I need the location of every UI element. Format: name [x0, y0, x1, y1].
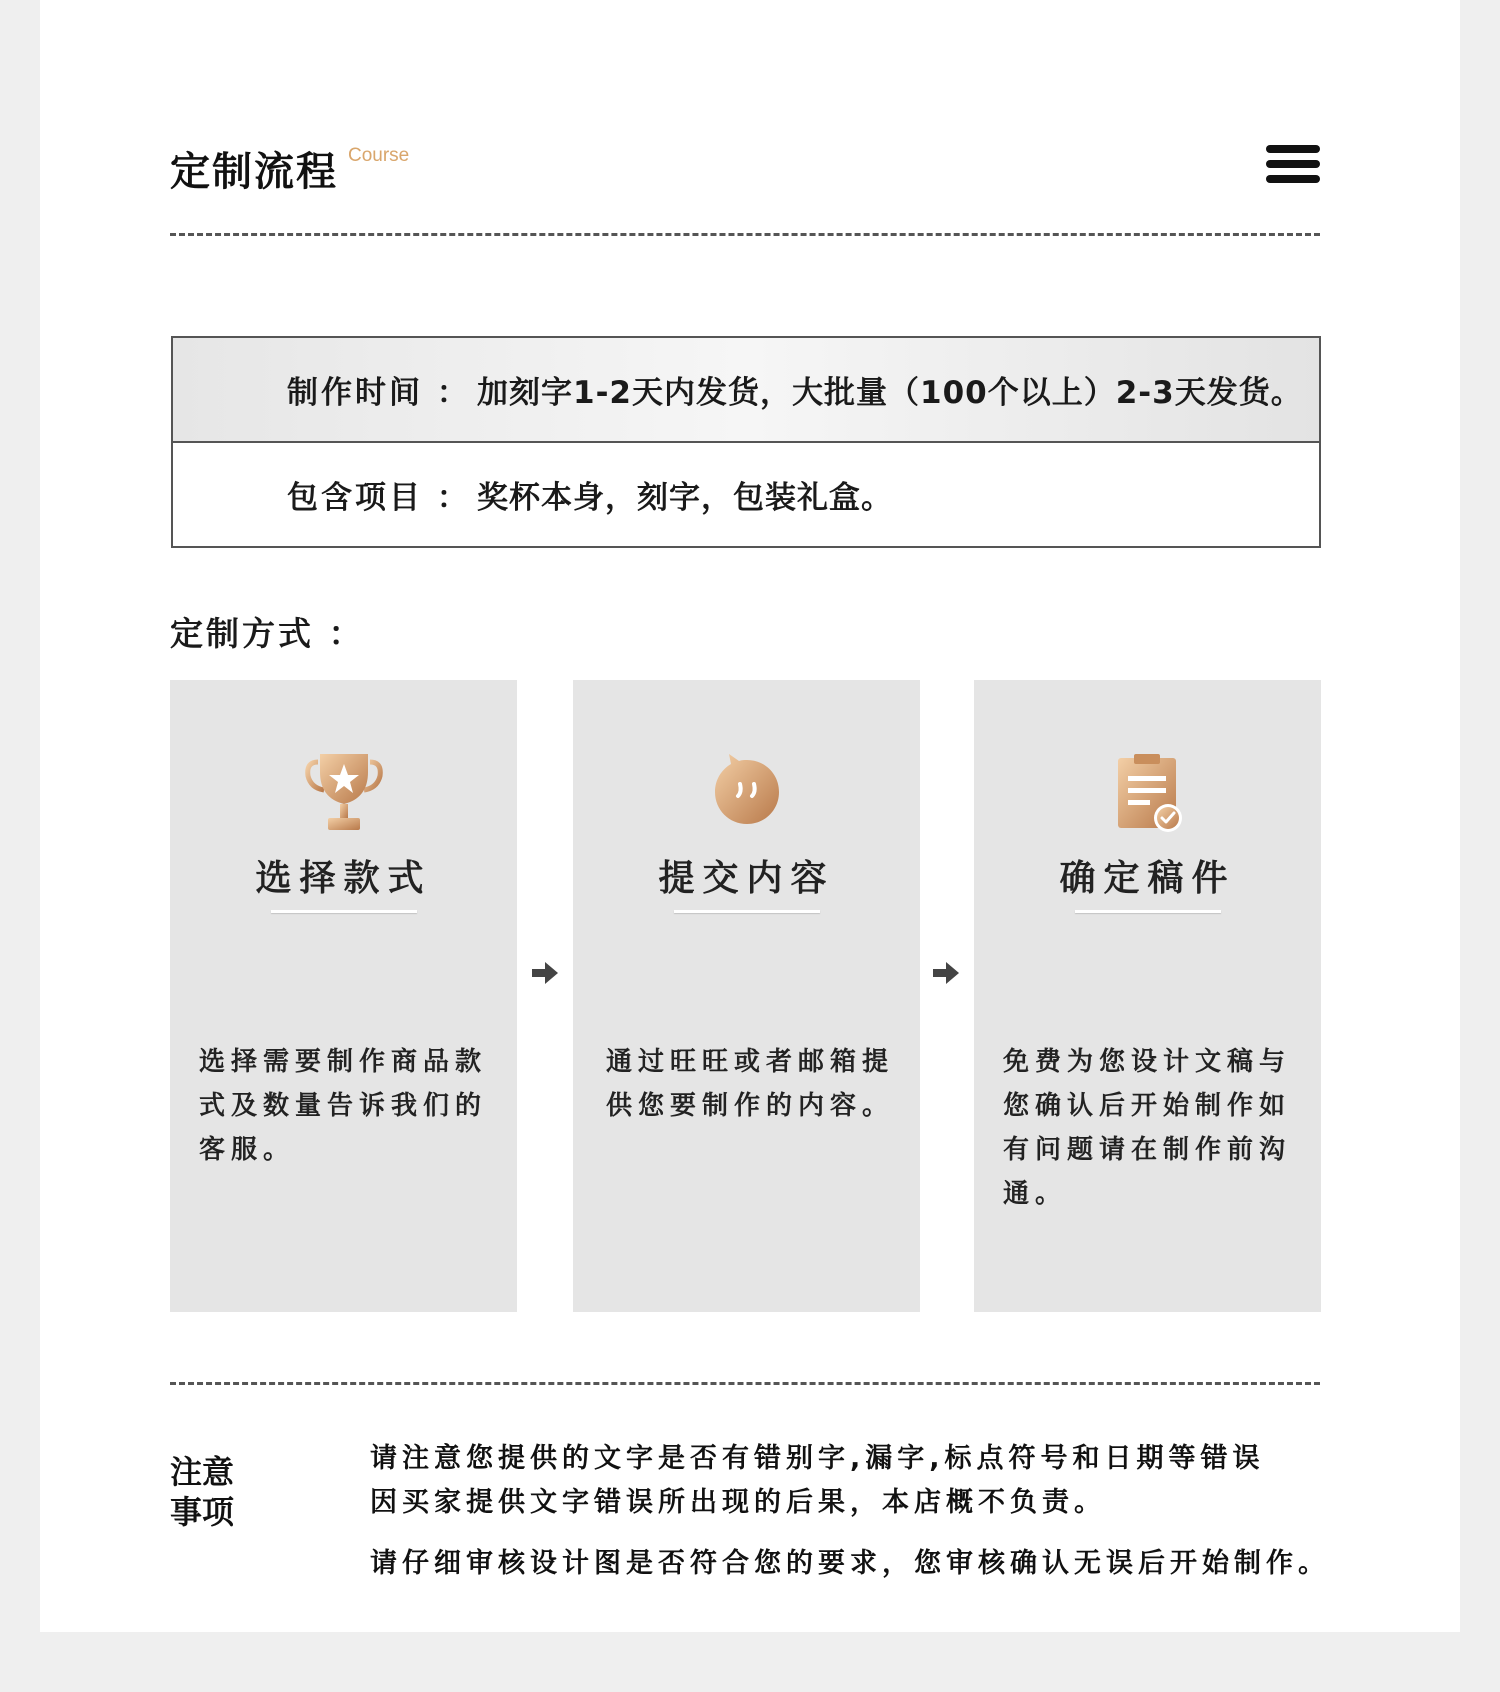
- page: [40, 0, 1460, 1632]
- step-underline: [271, 910, 417, 913]
- page-title: 定制流程: [170, 149, 338, 195]
- step-card-select: [170, 680, 517, 1312]
- notice-line: 请仔细审核设计图是否符合您的要求，您审核确认无误后开始制作。: [370, 1548, 1330, 1579]
- step-title: 提交内容: [658, 858, 835, 899]
- notice-title-line: 事项: [170, 1493, 235, 1531]
- notice-title-line: 注意: [170, 1453, 235, 1491]
- page-subtitle: Course: [348, 145, 410, 166]
- notice-line: 因买家提供文字错误所出现的后果，本店概不负责。: [370, 1487, 1106, 1518]
- arrow-right-icon: [530, 958, 560, 988]
- notice-title: [170, 1452, 234, 1532]
- info-label: 包含项目 ：: [287, 480, 471, 516]
- info-row-time: [173, 338, 1319, 443]
- step-card-confirm: [974, 680, 1321, 1312]
- clipboard-check-icon: [1108, 750, 1188, 836]
- divider: [170, 233, 1320, 236]
- info-table: [171, 336, 1321, 548]
- chat-bubble-icon: [707, 750, 787, 836]
- menu-bar: [1266, 145, 1320, 153]
- step-underline: [674, 910, 820, 913]
- info-row-contents: [173, 443, 1319, 546]
- method-title: 定制方式 ：: [170, 614, 365, 653]
- step-text: 免费为您设计文稿与您确认后开始制作如有问题请在制作前沟通。: [1003, 1047, 1292, 1209]
- step-text: 选择需要制作商品款式及数量告诉我们的客服。: [199, 1047, 488, 1165]
- step-card-submit: [573, 680, 920, 1312]
- menu-bar: [1266, 160, 1320, 168]
- info-label: 制作时间 ：: [287, 375, 471, 411]
- divider: [170, 1382, 1320, 1385]
- menu-bar: [1266, 175, 1320, 183]
- notice-line: 请注意您提供的文字是否有错别字,漏字,标点符号和日期等错误: [370, 1443, 1265, 1474]
- info-value: 奖杯本身，刻字，包装礼盒。: [477, 480, 893, 516]
- info-value: 加刻字1-2天内发货，大批量（100个以上）2-3天发货。: [477, 375, 1303, 411]
- step-title: 选择款式: [255, 858, 432, 899]
- arrow-right-icon: [931, 958, 961, 988]
- step-text: 通过旺旺或者邮箱提供您要制作的内容。: [606, 1047, 895, 1121]
- step-title: 确定稿件: [1059, 858, 1236, 899]
- trophy-icon: [304, 750, 384, 836]
- step-underline: [1075, 910, 1221, 913]
- menu-icon[interactable]: [1266, 145, 1320, 185]
